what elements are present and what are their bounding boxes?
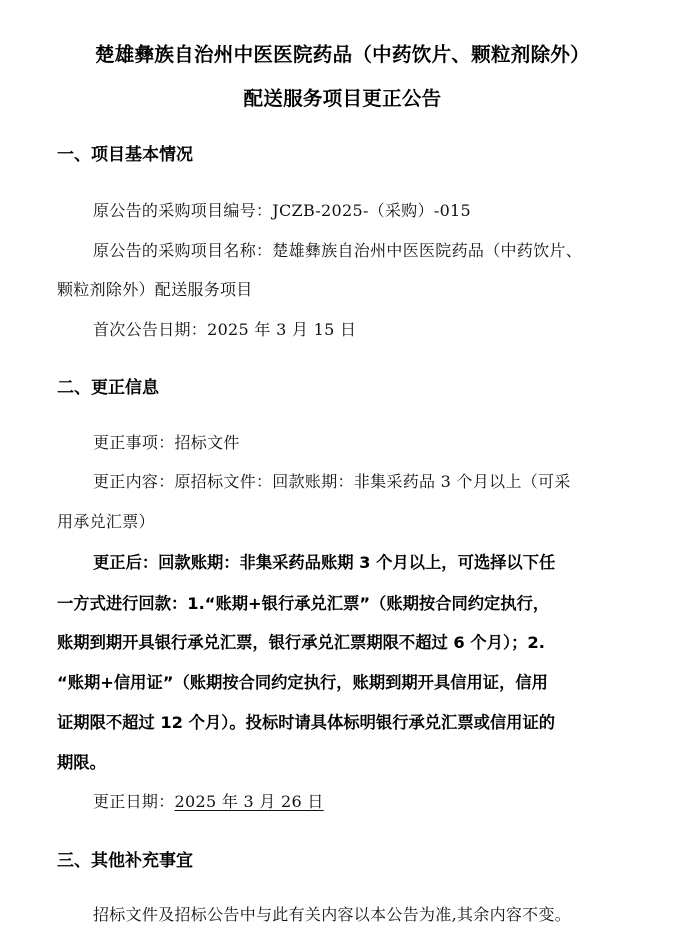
corrected-text-line-3: 账期到期开具银行承兑汇票，银行承兑汇票期限不超过 6 个月）；2. [57, 633, 545, 652]
correction-date-label: 更正日期： [93, 792, 175, 811]
corrected-text-line-6: 期限。 [57, 753, 106, 772]
announcement-title-line-2: 配送服务项目更正公告 [243, 87, 442, 110]
project-name-line-1: 原公告的采购项目名称：楚雄彝族自治州中医医院药品（中药饮片、 [93, 241, 583, 260]
project-number: 原公告的采购项目编号：JCZB-2025-（采购）-015 [93, 201, 472, 220]
section-2-heading: 二、更正信息 [57, 378, 159, 398]
first-announcement-date: 首次公告日期：2025 年 3 月 15 日 [93, 320, 357, 339]
correction-date [93, 789, 324, 812]
corrected-text-line-1: 更正后：回款账期：非集采药品账期 3 个月以上，可选择以下任 [93, 553, 556, 572]
corrected-text-line-2: 一方式进行回款：1.“账期+银行承兑汇票”（账期按合同约定执行， [57, 594, 550, 613]
correction-content-line-1: 更正内容：原招标文件：回款账期：非集采药品 3 个月以上（可采 [93, 472, 571, 491]
correction-content-line-2: 用承兑汇票） [57, 512, 155, 531]
supplementary-text: 招标文件及招标公告中与此有关内容以本公告为准,其余内容不变。 [93, 905, 572, 924]
corrected-text-line-5: 证期限不超过 12 个月）。投标时请具体标明银行承兑汇票或信用证的 [57, 713, 556, 732]
project-name-line-2: 颗粒剂除外）配送服务项目 [57, 280, 253, 299]
correction-item: 更正事项：招标文件 [93, 433, 240, 452]
section-3-heading: 三、其他补充事宜 [57, 851, 193, 871]
announcement-title-line-1: 楚雄彝族自治州中医医院药品（中药饮片、颗粒剂除外） [94, 43, 590, 66]
correction-date-value: 2025 年 3 月 26 日 [174, 792, 324, 811]
corrected-text-line-4: “账期+信用证”（账期按合同约定执行，账期到期开具信用证，信用 [57, 673, 548, 692]
section-1-heading: 一、项目基本情况 [57, 145, 193, 165]
